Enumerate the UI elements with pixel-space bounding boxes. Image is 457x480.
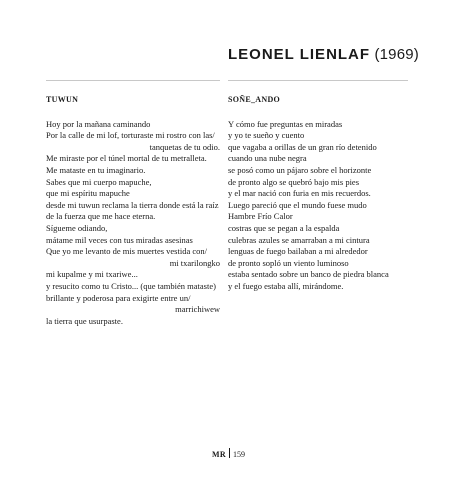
author-name: LEONEL LIENLAF (228, 46, 371, 63)
poem-line: Me mataste en tu imaginario. (46, 164, 146, 175)
poem-title: TUWUN (46, 95, 79, 104)
poem-line: Y cómo fue preguntas en miradas (228, 118, 343, 129)
poem-title: SOÑE_ANDO (228, 95, 281, 104)
poem-line: tanquetas de tu odio. (149, 141, 220, 152)
author-heading (228, 46, 428, 63)
poem-line: costras que se pegan a la espalda (228, 222, 340, 233)
poem-line: que mi espíritu mapuche (46, 188, 130, 199)
poem-lines (228, 119, 408, 293)
poem-line: y yo te sueño y cuento (228, 130, 305, 141)
poem-line: cuando una nube negra (228, 153, 307, 164)
poem-line: de pronto sopló un viento luminoso (228, 257, 349, 268)
footer-separator (229, 448, 230, 458)
poem-line: estaba sentado sobre un banco de piedra blanca (228, 269, 389, 280)
poem-line: marrichiwew (175, 304, 220, 315)
poem-line: Sígueme odiando, (46, 222, 108, 233)
poem-line: y el mar nació con furia en mis recuerdos. (228, 188, 371, 199)
poem-line: mi txarilongko (169, 257, 220, 268)
left-column-divider (46, 80, 220, 81)
poem-line: brillante y poderosa para exigirte entre un/ (46, 292, 191, 303)
poem-line: Hambre Frío Calor (228, 211, 293, 222)
journal-brand: MR (212, 450, 226, 459)
poem-tuwun (46, 94, 220, 327)
poem-line: de la fuerza que me hace eterna. (46, 211, 156, 222)
poem-line: Hoy por la mañana caminando (46, 118, 151, 129)
poem-line: la tierra que usurpaste. (46, 315, 123, 326)
poem-line: Que yo me levanto de mis muertes vestida con/ (46, 246, 207, 257)
poem-line: mi kupalme y mi txariwe... (46, 269, 138, 280)
poem-line: se posó como un pájaro sobre el horizonte (228, 164, 372, 175)
poem-line: lenguas de fuego bailaban a mi alrededor (228, 246, 368, 257)
poem-line: y resucito como tu Cristo... (que también mataste) (46, 280, 216, 291)
poem-line: Me miraste por el túnel mortal de tu metralleta. (46, 153, 207, 164)
poem-line: Sabes que mi cuerpo mapuche, (46, 176, 152, 187)
poem-line: mátame mil veces con tus miradas asesinas (46, 234, 193, 245)
poem-line: que vagaba a orillas de un gran río detenido (228, 141, 377, 152)
poem-line: Luego pareció que el mundo fuese mudo (228, 199, 367, 210)
poem-line: Por la calle de mi lof, torturaste mi rostro con las/ (46, 130, 215, 141)
poem-sone-ando (228, 94, 408, 293)
author-years: (1969) (374, 46, 419, 63)
page-number: 159 (232, 450, 245, 459)
poem-line: y el fuego estaba allí, mirándome. (228, 280, 344, 291)
poem-line: de pronto algo se quebró bajo mis pies (228, 176, 360, 187)
poem-line: culebras azules se amarraban a mi cintura (228, 234, 370, 245)
right-column-divider (228, 80, 408, 81)
poem-line: desde mi tuwun reclama la tierra donde está la raíz (46, 199, 219, 210)
poem-lines (46, 119, 220, 328)
page-footer (0, 448, 457, 459)
